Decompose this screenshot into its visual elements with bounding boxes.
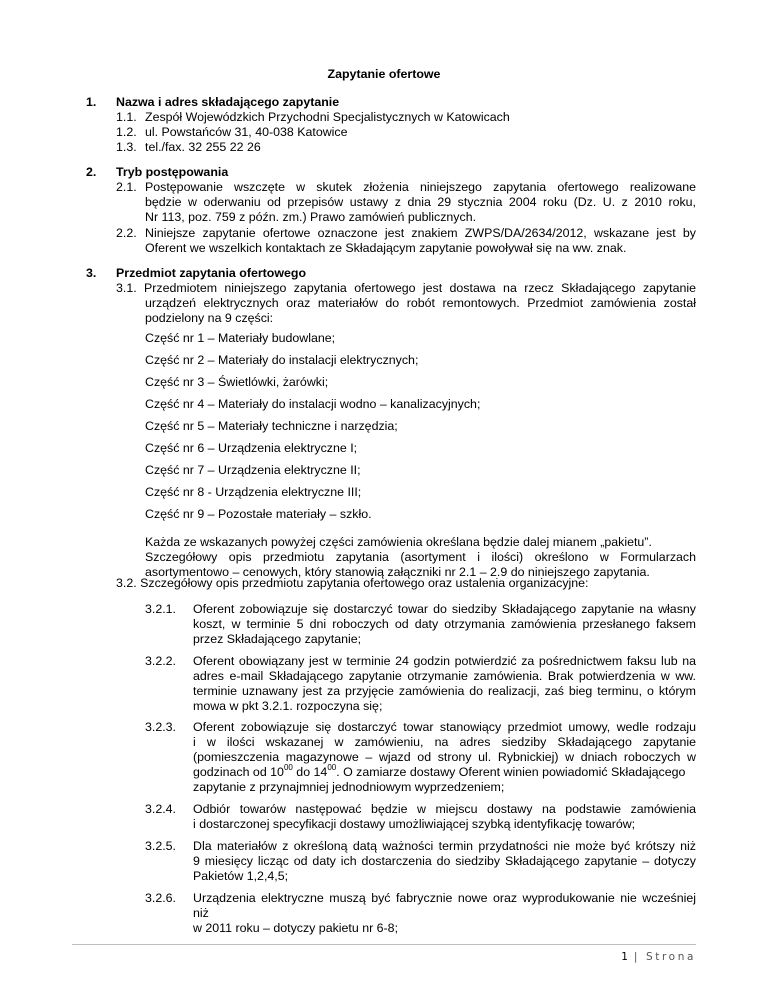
time-superscript: 00 xyxy=(327,763,337,772)
paragraph-3-1-line: 3.1. Przedmiotem niniejszego zapytania ofertowego jest dostawa na rzecz Składającego zapytanie xyxy=(116,281,696,295)
item-1-2-number: 1.2. xyxy=(116,125,137,139)
part-item: Część nr 3 – Świetlówki, żarówki; xyxy=(145,375,329,389)
section-1-number: 1. xyxy=(86,95,97,109)
item-3-2-6-line: w 2011 roku – dotyczy pakietu nr 6-8; xyxy=(193,921,399,935)
item-3-2-3-text xyxy=(193,720,696,795)
section-3-number: 3. xyxy=(86,266,97,280)
item-3-2-2-number: 3.2.2. xyxy=(145,654,177,668)
item-3-2-1-number: 3.2.1. xyxy=(145,602,177,616)
paragraph-3-1 xyxy=(116,281,696,296)
item-3-2-5-number: 3.2.5. xyxy=(145,839,177,853)
item-3-2-2-line: terminie uznawany jest za przyjęcie zamówienia do realizacji, zaś bieg terminu, o którym xyxy=(193,684,696,698)
part-item: Część nr 2 – Materiały do instalacji elektrycznych; xyxy=(145,353,419,367)
item-3-2-1-line: koszt, w terminie 5 dni roboczych od daty otrzymania zamówienia przesłanego faksem xyxy=(193,617,696,631)
item-3-2-1-line: przez Składającego zapytanie; xyxy=(193,632,362,646)
package-paragraph-line: Szczegółowy opis przedmiotu zapytania (asortyment i ilości) określono w Formularzach xyxy=(145,550,696,564)
item-2-1-line: Postępowanie wszczęte w skutek złożenia niniejszego zapytania ofertowego realizowane xyxy=(145,180,696,194)
item-2-1-line: będzie w oderwaniu od przepisów ustawy z dnia 29 stycznia 2004 roku (Dz. U. z 2010 roku, xyxy=(145,195,696,209)
item-3-2-2-line: adres e-mail Składającego zapytanie otrzymanie zamówienia. Brak potwierdzenia w ww. xyxy=(193,669,696,683)
part-item: Część nr 5 – Materiały techniczne i narzędzia; xyxy=(145,419,398,433)
part-item: Część nr 9 – Pozostałe materiały – szkło. xyxy=(145,507,372,521)
item-1-1-number: 1.1. xyxy=(116,110,137,124)
item-3-2-4-text xyxy=(193,802,696,832)
time-text: godzinach od 10 xyxy=(193,765,284,779)
item-1-3-number: 1.3. xyxy=(116,140,137,154)
item-1-3-text: tel./fax. 32 255 22 26 xyxy=(145,140,261,154)
item-3-2-6-line: Urządzenia elektryczne muszą być fabrycznie nowe oraz wyprodukowanie nie wcześniej niż xyxy=(193,891,696,920)
item-2-2-text xyxy=(145,226,696,256)
item-3-2-4-line: i dostarczonej specyfikacji dostawy umożliwiającej szybką identyfikację towarów; xyxy=(193,817,636,831)
section-2-heading: Tryb postępowania xyxy=(116,165,229,179)
item-2-2-line: Oferent we wszelkich kontaktach ze Składającym zapytanie powoływał się na ww. znak. xyxy=(145,241,627,255)
footer-label: Strona xyxy=(646,951,696,963)
item-3-2-3-line: i w ilości wskazanej w zamówieniu, na adres siedziby Składającego zapytanie xyxy=(193,735,696,749)
item-3-2-4-number: 3.2.4. xyxy=(145,802,177,816)
item-3-2-4-line: Odbiór towarów następować będzie w miejscu dostawy na podstawie zamówienia xyxy=(193,802,696,816)
time-superscript: 00 xyxy=(283,763,293,772)
item-3-2-3-line: Oferent zobowiązuje się dostarczyć towar stanowiący przedmiot umowy, wedle rodzaju xyxy=(193,720,696,734)
package-paragraph xyxy=(145,535,696,580)
item-3-2-5-line: 9 miesięcy licząc od daty ich dostarczenia do siedziby Składającego zapytanie – dotyczy xyxy=(193,854,696,868)
item-3-2-5-text xyxy=(193,839,696,884)
paragraph-3-2: 3.2. Szczegółowy opis przedmiotu zapytania ofertowego oraz ustalenia organizacyjne: xyxy=(116,576,589,590)
item-3-2-5-line: Dla materiałów z określoną datą ważności termin przydatności nie może być krótszy niż xyxy=(193,839,696,853)
paragraph-3-1-line: urządzeń elektrycznych oraz materiałów do robót remontowych. Przedmiot zamówienia został xyxy=(145,296,696,310)
item-1-2-text: ul. Powstańców 31, 40-038 Katowice xyxy=(145,125,348,139)
section-1-heading: Nazwa i adres składającego zapytanie xyxy=(116,95,340,109)
part-item: Część nr 4 – Materiały do instalacji wodno – kanalizacyjnych; xyxy=(145,397,481,411)
item-3-2-2-text xyxy=(193,654,696,714)
item-3-2-3-line: (pomieszczenia magazynowe – wjazd od strony ul. Rybnickiej) w dniach roboczych w xyxy=(193,750,696,764)
item-2-2-line: Niniejsze zapytanie ofertowe oznaczone jest znakiem ZWPS/DA/2634/2012, wskazane jest by xyxy=(145,226,696,240)
section-3-heading: Przedmiot zapytania ofertowego xyxy=(116,266,307,280)
item-3-2-5-line: Pakietów 1,2,4,5; xyxy=(193,869,289,883)
item-3-2-6-number: 3.2.6. xyxy=(145,891,177,905)
page-footer xyxy=(621,951,696,963)
time-text: do 14 xyxy=(292,765,328,779)
paragraph-3-1-cont xyxy=(145,296,696,326)
section-2-number: 2. xyxy=(86,165,97,179)
part-item: Część nr 8 - Urządzenia elektryczne III; xyxy=(145,485,362,499)
package-paragraph-line: Każda ze wskazanych powyżej części zamówienia określana będzie dalej mianem „pakietu”. xyxy=(145,535,652,549)
part-item: Część nr 1 – Materiały budowlane; xyxy=(145,331,336,345)
item-3-2-2-line: Oferent obowiązany jest w terminie 24 godzin potwierdzić za pośrednictwem faksu lub na xyxy=(193,654,696,668)
time-text: . O zamiarze dostawy Oferent winien powiadomić Składającego xyxy=(336,765,686,779)
item-2-2-number: 2.2. xyxy=(116,226,137,240)
item-3-2-3-line: zapytanie z przynajmniej jednodniowym wyprzedzeniem; xyxy=(193,780,505,794)
item-3-2-1-line: Oferent zobowiązuje się dostarczyć towar do siedziby Składającego zapytanie na własny xyxy=(193,602,696,616)
item-2-1-number: 2.1. xyxy=(116,180,137,194)
item-1-1-text: Zespół Wojewódzkich Przychodni Specjalistycznych w Katowicach xyxy=(145,110,510,124)
page-number: 1 xyxy=(621,951,628,963)
package-paragraph-line: asortymentowo – cenowych, który stanowią załączniki nr 2.1 – 2.9 do niniejszego zapytania. xyxy=(145,565,650,579)
footer-divider xyxy=(72,944,696,945)
part-item: Część nr 7 – Urządzenia elektryczne II; xyxy=(145,463,361,477)
item-2-1-line: Nr 113, poz. 759 z późn. zm.) Prawo zamówień publicznych. xyxy=(145,210,477,224)
item-3-2-3-number: 3.2.3. xyxy=(145,720,177,734)
footer-separator: | xyxy=(633,951,641,963)
item-3-2-6-text xyxy=(193,891,696,936)
part-item: Część nr 6 – Urządzenia elektryczne I; xyxy=(145,441,358,455)
paragraph-3-1-line: podzielony na 9 części: xyxy=(145,311,274,325)
item-3-2-2-line: mowa w pkt 3.2.1. rozpoczyna się; xyxy=(193,699,383,713)
item-2-1-text xyxy=(145,180,696,225)
item-3-2-1-text xyxy=(193,602,696,647)
item-3-2-3-line xyxy=(193,765,696,780)
document-title: Zapytanie ofertowe xyxy=(327,67,441,81)
